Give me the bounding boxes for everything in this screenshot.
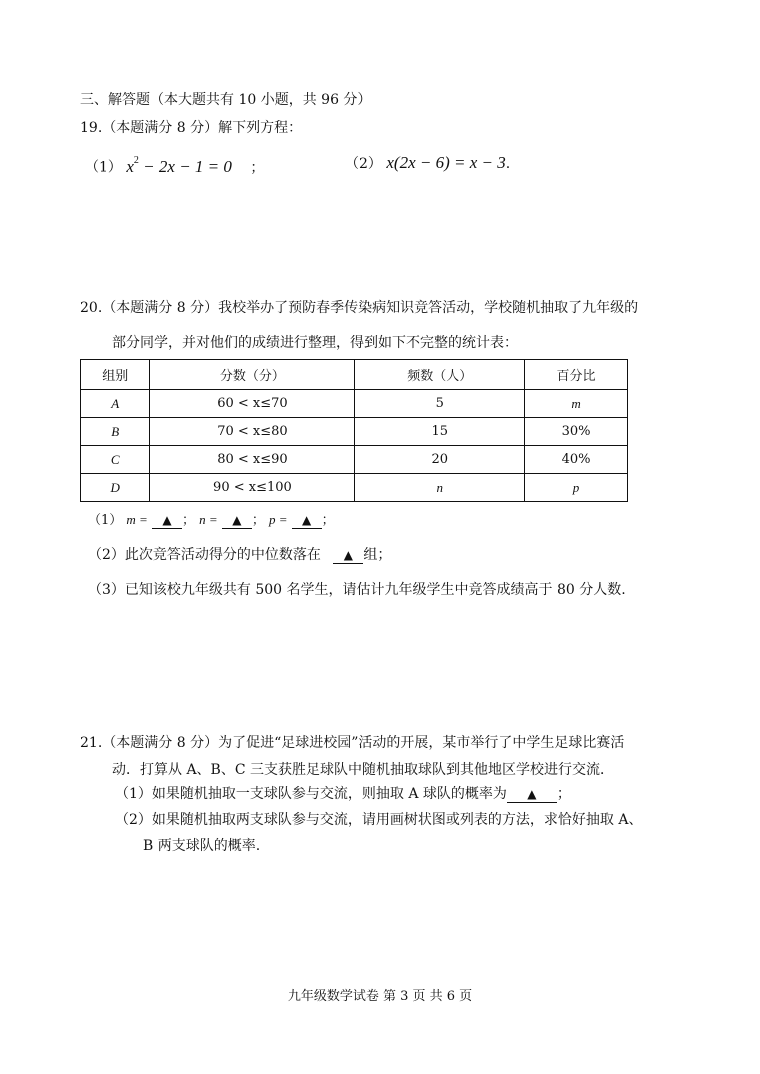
- table-header-cell: 频数（人）: [355, 360, 525, 390]
- separator: ；: [251, 513, 265, 528]
- q19-part2: [345, 153, 510, 174]
- table-header-cell: 分数（分）: [150, 360, 355, 390]
- q19-part1-eq-var: x: [126, 156, 134, 176]
- answer-blank-m[interactable]: ▲: [152, 512, 182, 529]
- separator: ；: [321, 513, 335, 528]
- table-header-cell: 组别: [81, 360, 150, 390]
- table-cell-score: 80 < x≤90: [150, 446, 355, 474]
- q20-sub1-m: m =: [126, 512, 148, 527]
- q21-stem-line1: 21.（本题满分 8 分）为了促进“足球进校园”活动的开展，某市举行了中学生足球比赛活: [80, 735, 625, 751]
- table-cell-percent: 30%: [525, 418, 628, 446]
- q19-part1-eq-rest: − 2x − 1 = 0: [143, 156, 232, 176]
- table-cell-score: 60 < x≤70: [150, 390, 355, 418]
- table-header-cell: 百分比: [525, 360, 628, 390]
- q21-sub2-line2: B 两支球队的概率.: [143, 838, 261, 854]
- q20-sub1-label: （1）: [88, 513, 123, 528]
- q20-stem-line2: 部分同学，并对他们的成绩进行整理，得到如下不完整的统计表：: [112, 335, 518, 351]
- table-header-row: [81, 360, 628, 390]
- q21-sub1-end: ；: [556, 786, 571, 802]
- q21-sub1-text: （1）如果随机抽取一支球队参与交流，则抽取 A 球队的概率为: [115, 786, 507, 802]
- q20-sub1-n: n =: [199, 512, 218, 527]
- q20-sub2-end: 组；: [363, 547, 392, 563]
- table-cell-group: C: [81, 446, 150, 474]
- q19-part1-equation: [126, 157, 232, 176]
- q19-part2-end: .: [505, 156, 511, 172]
- q19-part1-separator: ；: [250, 159, 265, 176]
- answer-blank-median[interactable]: ▲: [333, 547, 363, 564]
- q19-part1: [85, 153, 264, 178]
- q20-sub3: （3）已知该校九年级共有 500 名学生，请估计九年级学生中竞答成绩高于 80 分人数.: [88, 582, 626, 598]
- table-cell-group: B: [81, 418, 150, 446]
- q19-part1-eq-exponent: 2: [133, 155, 139, 166]
- table-cell-percent: p: [525, 474, 628, 502]
- q21-sub1: [115, 784, 571, 804]
- table-cell-group: D: [81, 474, 150, 502]
- q20-sub2-text: （2）此次竞答活动得分的中位数落在: [88, 547, 321, 563]
- table-cell-score: 90 < x≤100: [150, 474, 355, 502]
- table-cell-group: A: [81, 390, 150, 418]
- separator: ；: [181, 513, 195, 528]
- page-footer: 九年级数学试卷 第 3 页 共 6 页: [287, 989, 473, 1004]
- q20-stem-line1: 20.（本题满分 8 分）我校举办了预防春季传染病知识竞答活动，学校随机抽取了九年级的: [80, 300, 639, 316]
- table-cell-score: 70 < x≤80: [150, 418, 355, 446]
- q19-part2-equation: x(2x − 6) = x − 3: [386, 153, 506, 172]
- q20-sub2: [88, 545, 391, 565]
- q21-sub2-line1: （2）如果随机抽取两支球队参与交流，请用画树状图或列表的方法，求恰好抽取 A、: [115, 812, 643, 828]
- table-row: [81, 474, 628, 502]
- q21-stem-line2: 动．打算从 A、B、C 三支获胜足球队中随机抽取球队到其他地区学校进行交流．: [112, 762, 615, 778]
- table-cell-frequency: n: [355, 474, 525, 502]
- statistics-table: [80, 359, 628, 502]
- table-cell-percent: m: [525, 390, 628, 418]
- q19-part2-label: （2）: [345, 156, 382, 172]
- q20-sub1: [88, 510, 335, 531]
- table-cell-frequency: 15: [355, 418, 525, 446]
- q19-part1-label: （1）: [85, 159, 122, 176]
- table-cell-frequency: 5: [355, 390, 525, 418]
- answer-blank-p[interactable]: ▲: [292, 512, 322, 529]
- table-row: [81, 418, 628, 446]
- table-cell-frequency: 20: [355, 446, 525, 474]
- table-cell-percent: 40%: [525, 446, 628, 474]
- table-row: [81, 446, 628, 474]
- q19-stem: 19.（本题满分 8 分）解下列方程：: [80, 120, 303, 136]
- answer-blank-probability[interactable]: ▲: [507, 786, 557, 803]
- table-row: [81, 390, 628, 418]
- q20-sub1-p: p =: [268, 512, 288, 527]
- section-heading: 三、解答题（本大题共有 10 小题，共 96 分）: [80, 92, 372, 108]
- answer-blank-n[interactable]: ▲: [222, 512, 252, 529]
